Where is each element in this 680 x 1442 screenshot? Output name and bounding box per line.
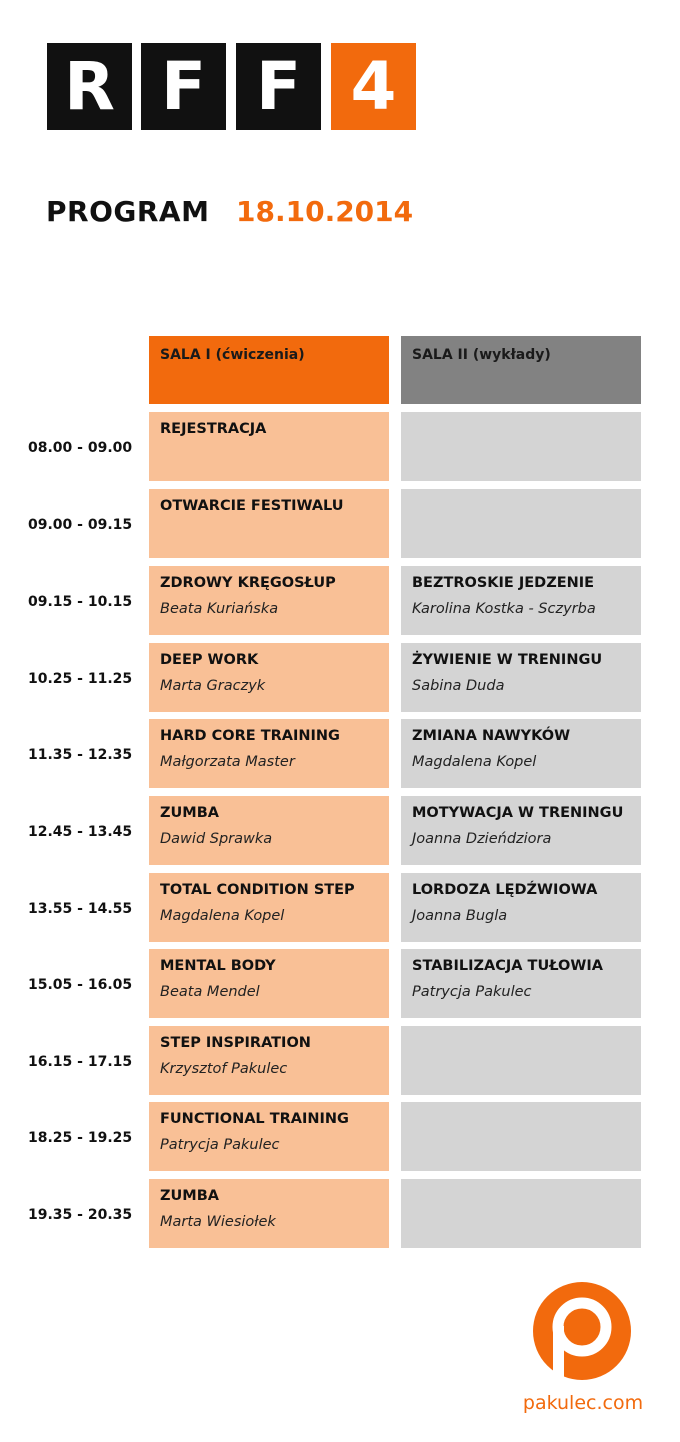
session-title: MOTYWACJA W TRENINGU [412, 805, 624, 821]
time-slot: 08.00 - 09.00 [28, 440, 133, 456]
session-title: HARD CORE TRAINING [160, 728, 340, 744]
hall1-session [149, 1026, 389, 1095]
time-slot: 13.55 - 14.55 [28, 901, 133, 917]
program-date: 18.10.2014 [236, 195, 414, 228]
hall1-session [149, 796, 389, 865]
time-slot: 16.15 - 17.15 [28, 1054, 133, 1070]
hall2-session [401, 566, 641, 635]
session-title: OTWARCIE FESTIWALU [160, 498, 344, 514]
session-instructor: Marta Wiesiołek [160, 1214, 276, 1230]
session-title: ZMIANA NAWYKÓW [412, 728, 571, 744]
session-title: ŻYWIENIE W TRENINGU [412, 652, 603, 668]
schedule-row [0, 949, 680, 1018]
hall2-session [401, 1026, 641, 1095]
time-slot: 09.00 - 09.15 [28, 517, 133, 533]
session-title: DEEP WORK [160, 652, 259, 668]
session-instructor: Joanna Bugla [412, 908, 508, 924]
session-instructor: Patrycja Pakulec [412, 984, 532, 1000]
time-slot: 11.35 - 12.35 [28, 747, 133, 763]
session-instructor: Joanna Dzieńdziora [412, 831, 552, 847]
session-instructor: Dawid Sprawka [160, 831, 273, 847]
schedule-row [0, 1102, 680, 1171]
schedule-row [0, 566, 680, 635]
logo-letter-f2: F [236, 43, 321, 130]
time-slot: 15.05 - 16.05 [28, 977, 133, 993]
time-slot: 09.15 - 10.15 [28, 594, 133, 610]
schedule-row [0, 719, 680, 788]
hall2-session [401, 949, 641, 1018]
schedule-row [0, 796, 680, 865]
session-instructor: Magdalena Kopel [412, 754, 537, 770]
hall1-session [149, 1102, 389, 1171]
hall1-session [149, 873, 389, 942]
hall2-session [401, 873, 641, 942]
time-slot: 12.45 - 13.45 [28, 824, 133, 840]
session-title: LORDOZA LĘDŹWIOWA [412, 882, 598, 898]
time-slot: 19.35 - 20.35 [28, 1207, 133, 1223]
session-instructor: Beata Mendel [160, 984, 260, 1000]
session-instructor: Krzysztof Pakulec [160, 1061, 288, 1077]
schedule-row [0, 873, 680, 942]
schedule-row [0, 1026, 680, 1095]
session-title: STABILIZACJA TUŁOWIA [412, 958, 603, 974]
hall1-session [149, 643, 389, 712]
session-instructor: Sabina Duda [412, 678, 505, 694]
logo-number-4: 4 [331, 43, 416, 130]
hall1-session [149, 949, 389, 1018]
schedule-row [0, 412, 680, 481]
hall2-header: SALA II (wykłady) [401, 336, 641, 404]
hall1-session [149, 719, 389, 788]
hall1-header: SALA I (ćwiczenia) [149, 336, 389, 404]
pakulec-logo-icon [533, 1282, 631, 1380]
session-title: FUNCTIONAL TRAINING [160, 1111, 349, 1127]
hall2-session [401, 1179, 641, 1248]
session-instructor: Marta Graczyk [160, 678, 266, 694]
program-title: PROGRAM [46, 195, 210, 228]
hall2-session [401, 489, 641, 558]
session-instructor: Patrycja Pakulec [160, 1137, 280, 1153]
session-title: MENTAL BODY [160, 958, 276, 974]
session-title: BEZTROSKIE JEDZENIE [412, 575, 595, 591]
time-slot: 18.25 - 19.25 [28, 1130, 133, 1146]
hall2-session [401, 719, 641, 788]
schedule-row [0, 489, 680, 558]
session-title: ZUMBA [160, 1188, 219, 1204]
hall2-session [401, 643, 641, 712]
hall1-session [149, 489, 389, 558]
hall1-session [149, 1179, 389, 1248]
session-instructor: Magdalena Kopel [160, 908, 285, 924]
hall1-session [149, 412, 389, 481]
schedule-row [0, 1179, 680, 1248]
hall1-session [149, 566, 389, 635]
session-title: REJESTRACJA [160, 421, 267, 437]
footer-site[interactable]: pakulec.com [522, 1392, 644, 1414]
session-instructor: Małgorzata Master [160, 754, 295, 770]
logo-letter-f1: F [141, 43, 226, 130]
session-title: ZDROWY KRĘGOSŁUP [160, 575, 336, 591]
session-instructor: Karolina Kostka - Sczyrba [412, 601, 596, 617]
hall2-session [401, 412, 641, 481]
session-title: ZUMBA [160, 805, 219, 821]
hall2-session [401, 1102, 641, 1171]
session-title: TOTAL CONDITION STEP [160, 882, 355, 898]
session-title: STEP INSPIRATION [160, 1035, 311, 1051]
logo-letter-r: R [47, 43, 132, 130]
hall2-session [401, 796, 641, 865]
schedule-row [0, 643, 680, 712]
time-slot: 10.25 - 11.25 [28, 671, 133, 687]
session-instructor: Beata Kuriańska [160, 601, 279, 617]
